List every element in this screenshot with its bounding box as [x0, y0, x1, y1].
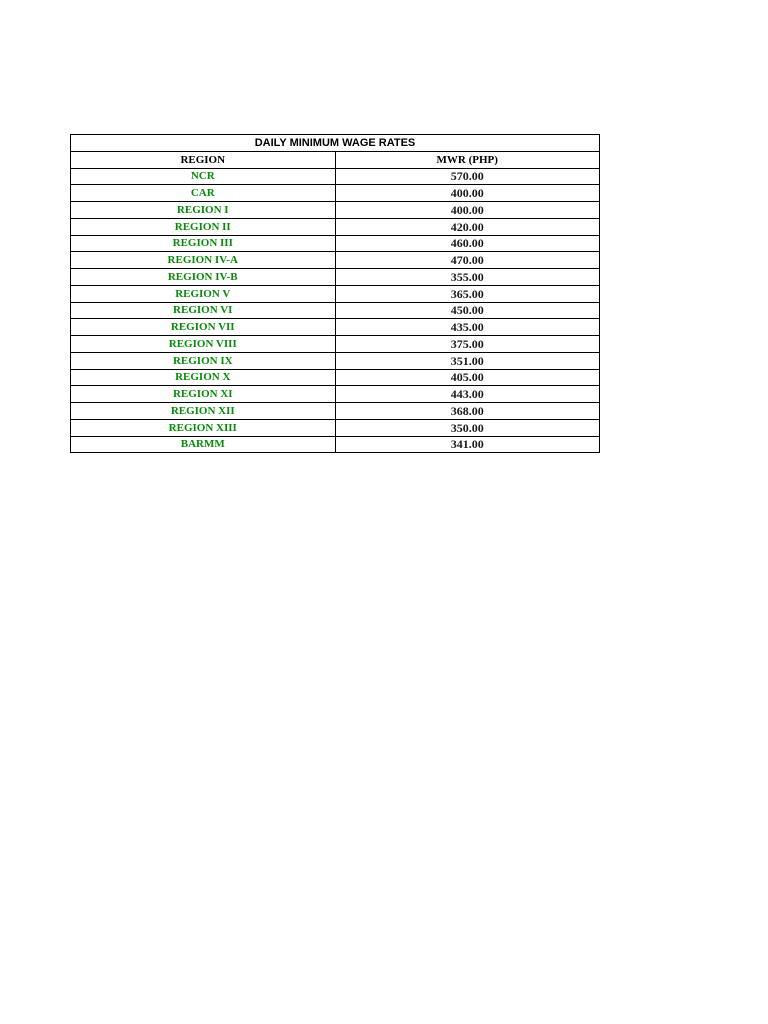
- mwr-value-cell: 405.00: [335, 369, 600, 386]
- mwr-value-cell: 420.00: [335, 218, 600, 235]
- table-row: [71, 252, 600, 269]
- table-row: [71, 235, 600, 252]
- mwr-value-cell: 470.00: [335, 252, 600, 269]
- mwr-value-cell: 435.00: [335, 319, 600, 336]
- table-title: DAILY MINIMUM WAGE RATES: [71, 135, 600, 152]
- table-body: [71, 135, 600, 453]
- mwr-value-cell: 365.00: [335, 285, 600, 302]
- mwr-value-cell: 355.00: [335, 269, 600, 286]
- mwr-value-cell: 460.00: [335, 235, 600, 252]
- mwr-value-cell: 368.00: [335, 403, 600, 420]
- table-row: [71, 386, 600, 403]
- mwr-value-cell: 351.00: [335, 352, 600, 369]
- table-row: [71, 302, 600, 319]
- table-row: [71, 352, 600, 369]
- table-row: [71, 319, 600, 336]
- region-cell: REGION III: [71, 235, 336, 252]
- mwr-value-cell: 350.00: [335, 419, 600, 436]
- mwr-column-header: MWR (PHP): [335, 151, 600, 168]
- region-cell: REGION V: [71, 285, 336, 302]
- table-row: [71, 336, 600, 353]
- title-row: [71, 135, 600, 152]
- region-cell: REGION XIII: [71, 419, 336, 436]
- table-row: [71, 218, 600, 235]
- mwr-value-cell: 400.00: [335, 185, 600, 202]
- table-row: [71, 168, 600, 185]
- table-row: [71, 185, 600, 202]
- table-row: [71, 369, 600, 386]
- region-cell: REGION X: [71, 369, 336, 386]
- mwr-value-cell: 375.00: [335, 336, 600, 353]
- mwr-value-cell: 570.00: [335, 168, 600, 185]
- region-cell: REGION VIII: [71, 336, 336, 353]
- region-cell: REGION IX: [71, 352, 336, 369]
- region-cell: REGION I: [71, 202, 336, 219]
- region-cell: REGION IV-A: [71, 252, 336, 269]
- table-row: [71, 202, 600, 219]
- table-row: [71, 436, 600, 453]
- table-row: [71, 403, 600, 420]
- region-cell: REGION VII: [71, 319, 336, 336]
- table-row: [71, 269, 600, 286]
- table-row: [71, 419, 600, 436]
- region-cell: REGION XII: [71, 403, 336, 420]
- mwr-value-cell: 341.00: [335, 436, 600, 453]
- region-cell: BARMM: [71, 436, 336, 453]
- table-row: [71, 285, 600, 302]
- region-cell: NCR: [71, 168, 336, 185]
- region-cell: CAR: [71, 185, 336, 202]
- region-cell: REGION VI: [71, 302, 336, 319]
- wage-rates-table: [70, 134, 600, 453]
- mwr-value-cell: 450.00: [335, 302, 600, 319]
- mwr-value-cell: 400.00: [335, 202, 600, 219]
- region-cell: REGION II: [71, 218, 336, 235]
- mwr-value-cell: 443.00: [335, 386, 600, 403]
- header-row: [71, 151, 600, 168]
- region-cell: REGION XI: [71, 386, 336, 403]
- region-column-header: REGION: [71, 151, 336, 168]
- region-cell: REGION IV-B: [71, 269, 336, 286]
